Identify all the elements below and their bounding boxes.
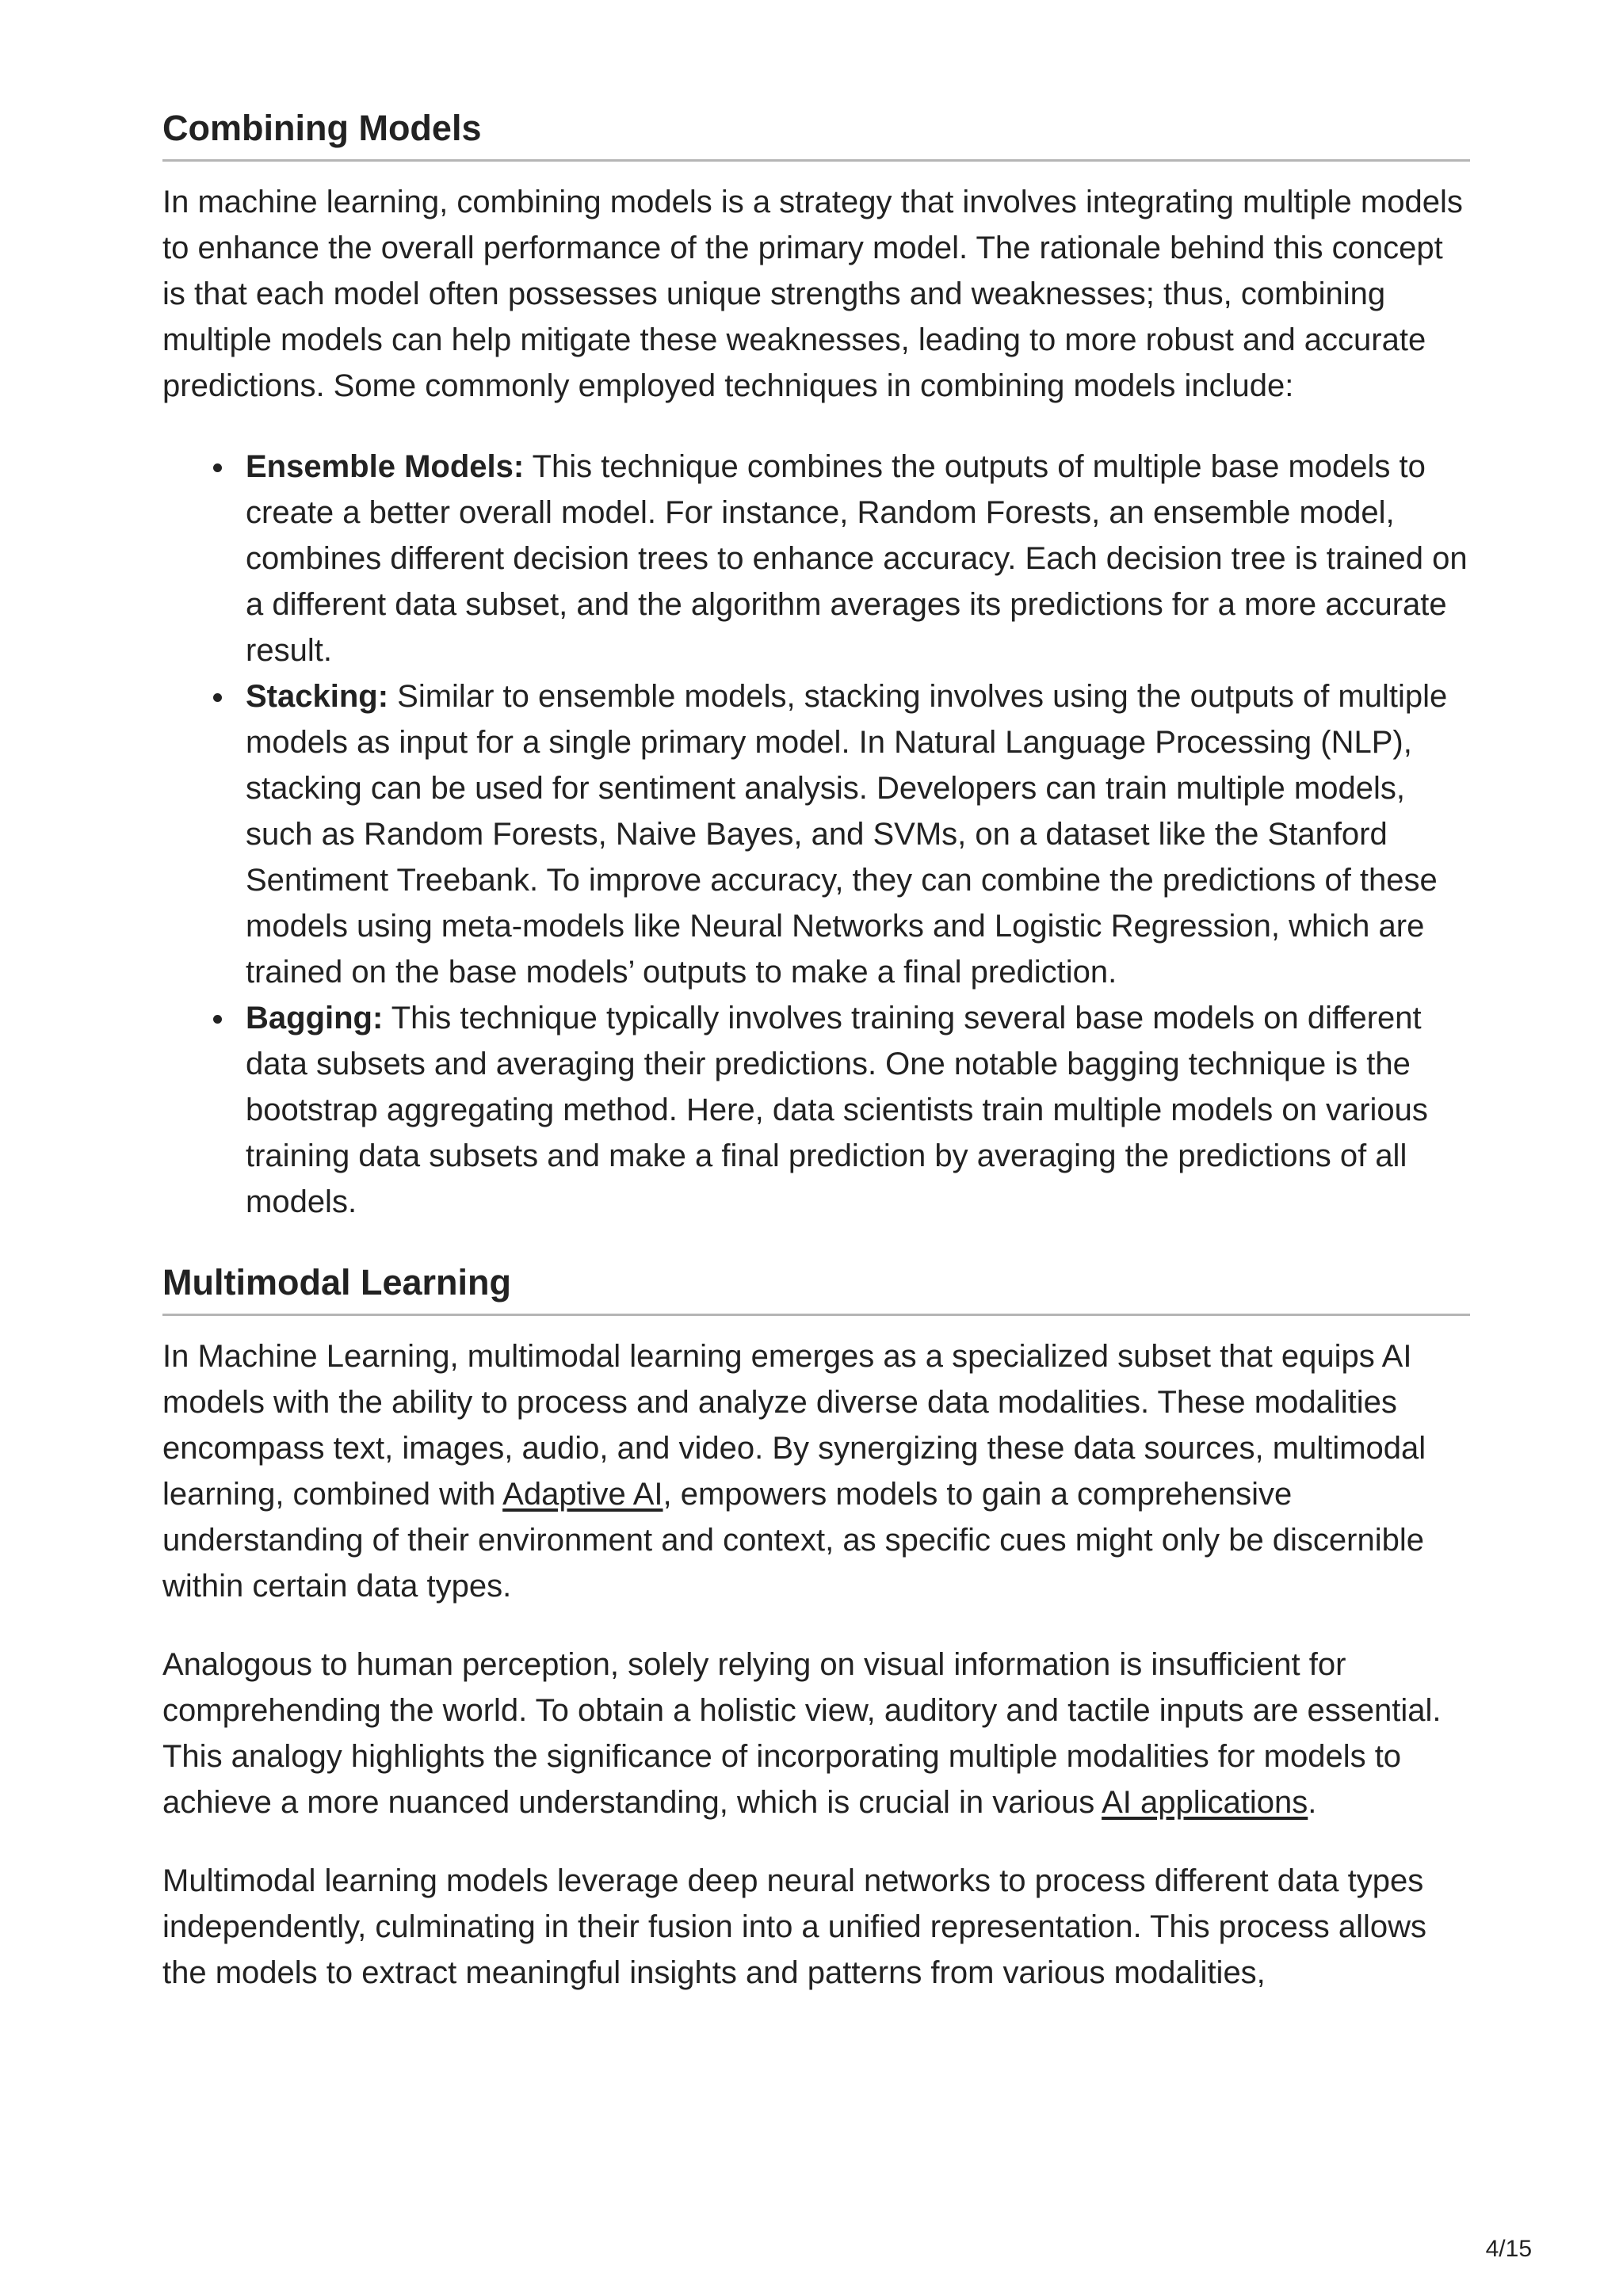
paragraph-text: .: [1308, 1785, 1317, 1820]
term-bagging: Bagging:: [246, 1001, 384, 1035]
technique-list: [162, 444, 1470, 1225]
multimodal-paragraph-2: [162, 1642, 1470, 1825]
description-ensemble-models: This technique combines the outputs of multiple base models to create a better overall model. For instance, Random Forests, an ensemble model, combines different decision trees to enhance accuracy. Each decision tree is trained on a different data subset, and the algorithm averages its predictions for a more accurate result.: [246, 449, 1468, 668]
paragraph-text: , empowers models to gain a comprehensive understanding of their environment and context, as specific cues might only be discernible within certain data types.: [162, 1477, 1425, 1604]
multimodal-paragraph-1: [162, 1333, 1470, 1609]
section-multimodal-learning: [162, 1261, 1470, 1996]
list-item-ensemble-models: [246, 444, 1470, 673]
section-heading-multimodal-learning: Multimodal Learning: [162, 1261, 1470, 1316]
term-ensemble-models: Ensemble Models:: [246, 449, 525, 484]
multimodal-paragraph-3: Multimodal learning models leverage deep neural networks to process different data types independently, culminating in their fusion into a unified representation. This process allows the models to extract meaningful insights and patterns from various modalities,: [162, 1863, 1426, 1990]
list-item-stacking: [246, 673, 1470, 995]
ai-applications-link[interactable]: AI applications: [1102, 1785, 1308, 1820]
combining-models-intro: In machine learning, combining models is a strategy that involves integrating multiple models to enhance the overall performance of the primary model. The rationale behind this concept is that each model often possesses unique strengths and weaknesses; thus, combining multiple models can help mitigate these weaknesses, leading to more robust and accurate predictions. Some commonly employed techniques in combining models include:: [162, 185, 1463, 403]
list-item-bagging: [246, 995, 1470, 1225]
description-bagging: This technique typically involves training several base models on different data subsets and averaging their predictions. One notable bagging technique is the bootstrap aggregating method. Here, data scientists train multiple models on various training data subsets and make a final prediction by averaging the predictions of all models.: [246, 1001, 1428, 1219]
document-page: [162, 107, 1470, 1996]
page-number: 4/15: [1485, 2236, 1532, 2262]
paragraph-text: Analogous to human perception, solely relying on visual information is insufficient for comprehending the world. To obtain a holistic view, auditory and tactile inputs are essential. This analogy highlights the significance of incorporating multiple modalities for models to achieve a more nuanced understanding, which is crucial in various: [162, 1647, 1442, 1820]
description-stacking: Similar to ensemble models, stacking involves using the outputs of multiple models as input for a single primary model. In Natural Language Processing (NLP), stacking can be used for sentiment analysis. Developers can train multiple models, such as Random Forests, Naive Bayes, and SVMs, on a dataset like the Stanford Sentiment Treebank. To improve accuracy, they can combine the predictions of these models using meta-models like Neural Networks and Logistic Regression, which are trained on the base models’ outputs to make a final prediction.: [246, 679, 1448, 990]
section-combining-models: [162, 107, 1470, 1225]
section-heading-combining-models: Combining Models: [162, 107, 1470, 162]
paragraph-text: In Machine Learning, multimodal learning emerges as a specialized subset that equips AI models with the ability to process and analyze diverse data modalities. These modalities encompass text, images, audio, and video. By synergizing these data sources, multimodal learning, combined with: [162, 1339, 1426, 1512]
adaptive-ai-link[interactable]: Adaptive AI: [502, 1477, 663, 1512]
term-stacking: Stacking:: [246, 679, 389, 714]
